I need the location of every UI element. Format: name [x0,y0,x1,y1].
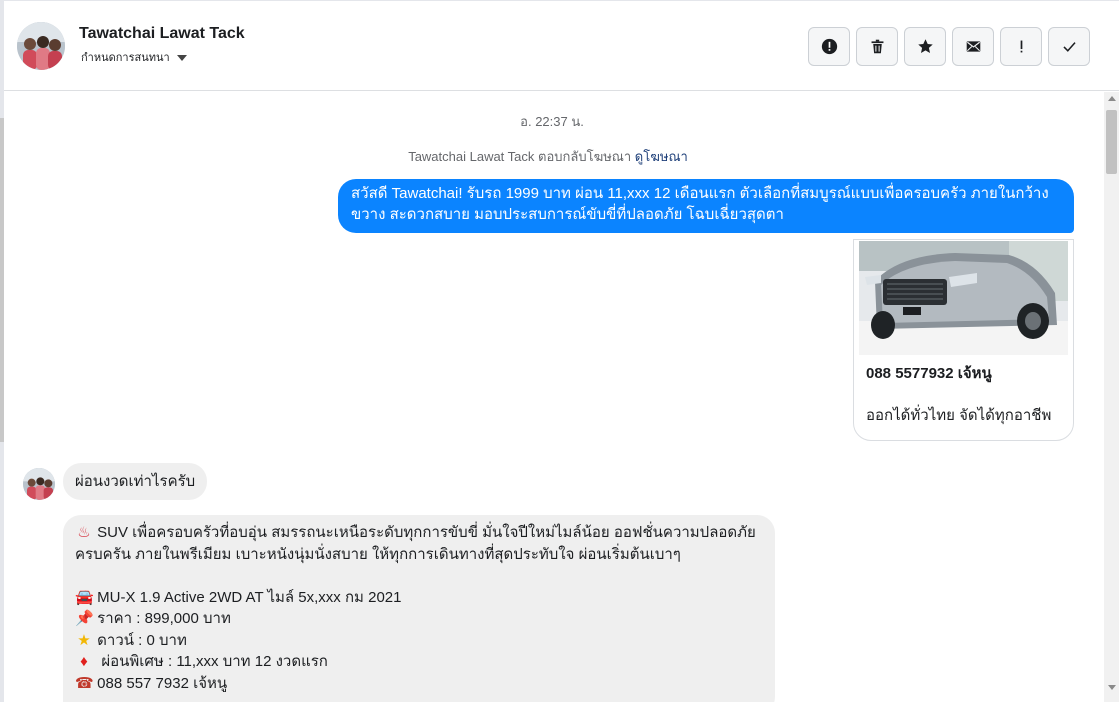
header-actions [808,27,1090,66]
message-line [75,522,763,544]
done-button[interactable] [1048,27,1090,66]
exclamation-icon [1013,38,1030,55]
scroll-thumb[interactable] [1106,110,1117,174]
car-image [859,241,1068,355]
view-ad-link[interactable]: ดูโฆษณา [634,149,688,164]
trash-icon [869,38,886,55]
message-timestamp: อ. 22:37 น. [520,114,584,129]
scroll-up-arrow-icon[interactable] [1108,96,1116,101]
ad-card-subtitle: ออกได้ทั่วไทย จัดได้ทุกอาชีพ [866,407,1052,424]
check-icon [1061,38,1078,55]
ad-card[interactable] [853,239,1074,441]
star-button[interactable] [904,27,946,66]
follow-up-button[interactable] [1000,27,1042,66]
star-emoji-icon: ★ [77,631,91,649]
ad-reply-notice [0,146,1096,167]
ad-reply-text: Tawatchai Lawat Tack ตอบกลับโฆษณา [408,149,632,164]
caret-down-icon [177,55,187,61]
avatar[interactable] [17,22,65,70]
message-line-text: ราคา : 899,000 บาท [97,610,231,627]
alert-circle-icon [821,38,838,55]
message-line [75,608,763,630]
telephone-icon: ☎ [75,674,94,692]
blank-line [75,565,763,587]
message-line [75,651,763,673]
ad-card-title: 088 5577932 เจ้หนู [866,365,992,382]
message-line [75,673,763,695]
message-line-text: ผ่อนพิเศษ : 11,xxx บาท 12 งวดแรก [101,653,328,670]
conversation-header [4,1,1119,91]
diamond-icon: ♦ [80,653,88,670]
sender-avatar[interactable] [23,468,55,500]
message-line-text: MU-X 1.9 Active 2WD AT ไมล์ 5x,xxx กม 2021 [97,588,402,606]
contact-name[interactable]: Tawatchai Lawat Tack [79,25,245,42]
scroll-down-arrow-icon[interactable] [1108,685,1116,690]
message-line-text: 088 557 7932 เจ้หนู [97,674,228,692]
spam-button[interactable] [808,27,850,66]
star-icon [917,38,934,55]
label-dropdown[interactable] [81,48,187,66]
message-line [75,587,763,609]
envelope-icon [965,38,982,55]
message-line-text: ดาวน์ : 0 บาท [97,631,187,649]
incoming-message [63,515,775,702]
delete-button[interactable] [856,27,898,66]
outgoing-message: สวัสดี Tawatchai! รับรถ 1999 บาท ผ่อน 11,xxx 12 เดือนแรก ตัวเลือกที่สมบูรณ์แบบเพื่อครอบครัว ภายในกว้างขวาง สะดวกสบาย มอบประสบการณ์ขับขี่ที่ปลอดภัย โฉบเฉี่ยวสุดตา [338,179,1074,233]
incoming-message: ผ่อนงวดเท่าไรครับ [63,463,207,500]
mark-unread-button[interactable] [952,27,994,66]
message-line: ครบครัน ภายในพรีเมียม เบาะหนังนุ่มนั่งสบาย ให้ทุกการเดินทางที่สุดประทับใจ ผ่อนเริ่มต้นเบาๆ [75,545,681,563]
message-line-text: SUV เพื่อครอบครัวที่อบอุ่น สมรรถนะเหนือระดับทุกการขับขี่ มั่นใจปีใหม่ไมล์น้อย ออฟชั่นความปลอดภัย [97,524,756,541]
pushpin-icon: 📌 [75,610,94,627]
label-dropdown-text: กำหนดการสนทนา [81,52,170,64]
car-icon: 🚘 [75,588,94,606]
message-line [75,630,763,652]
hot-springs-icon: ♨ [77,524,91,541]
scrollbar[interactable] [1104,92,1119,702]
